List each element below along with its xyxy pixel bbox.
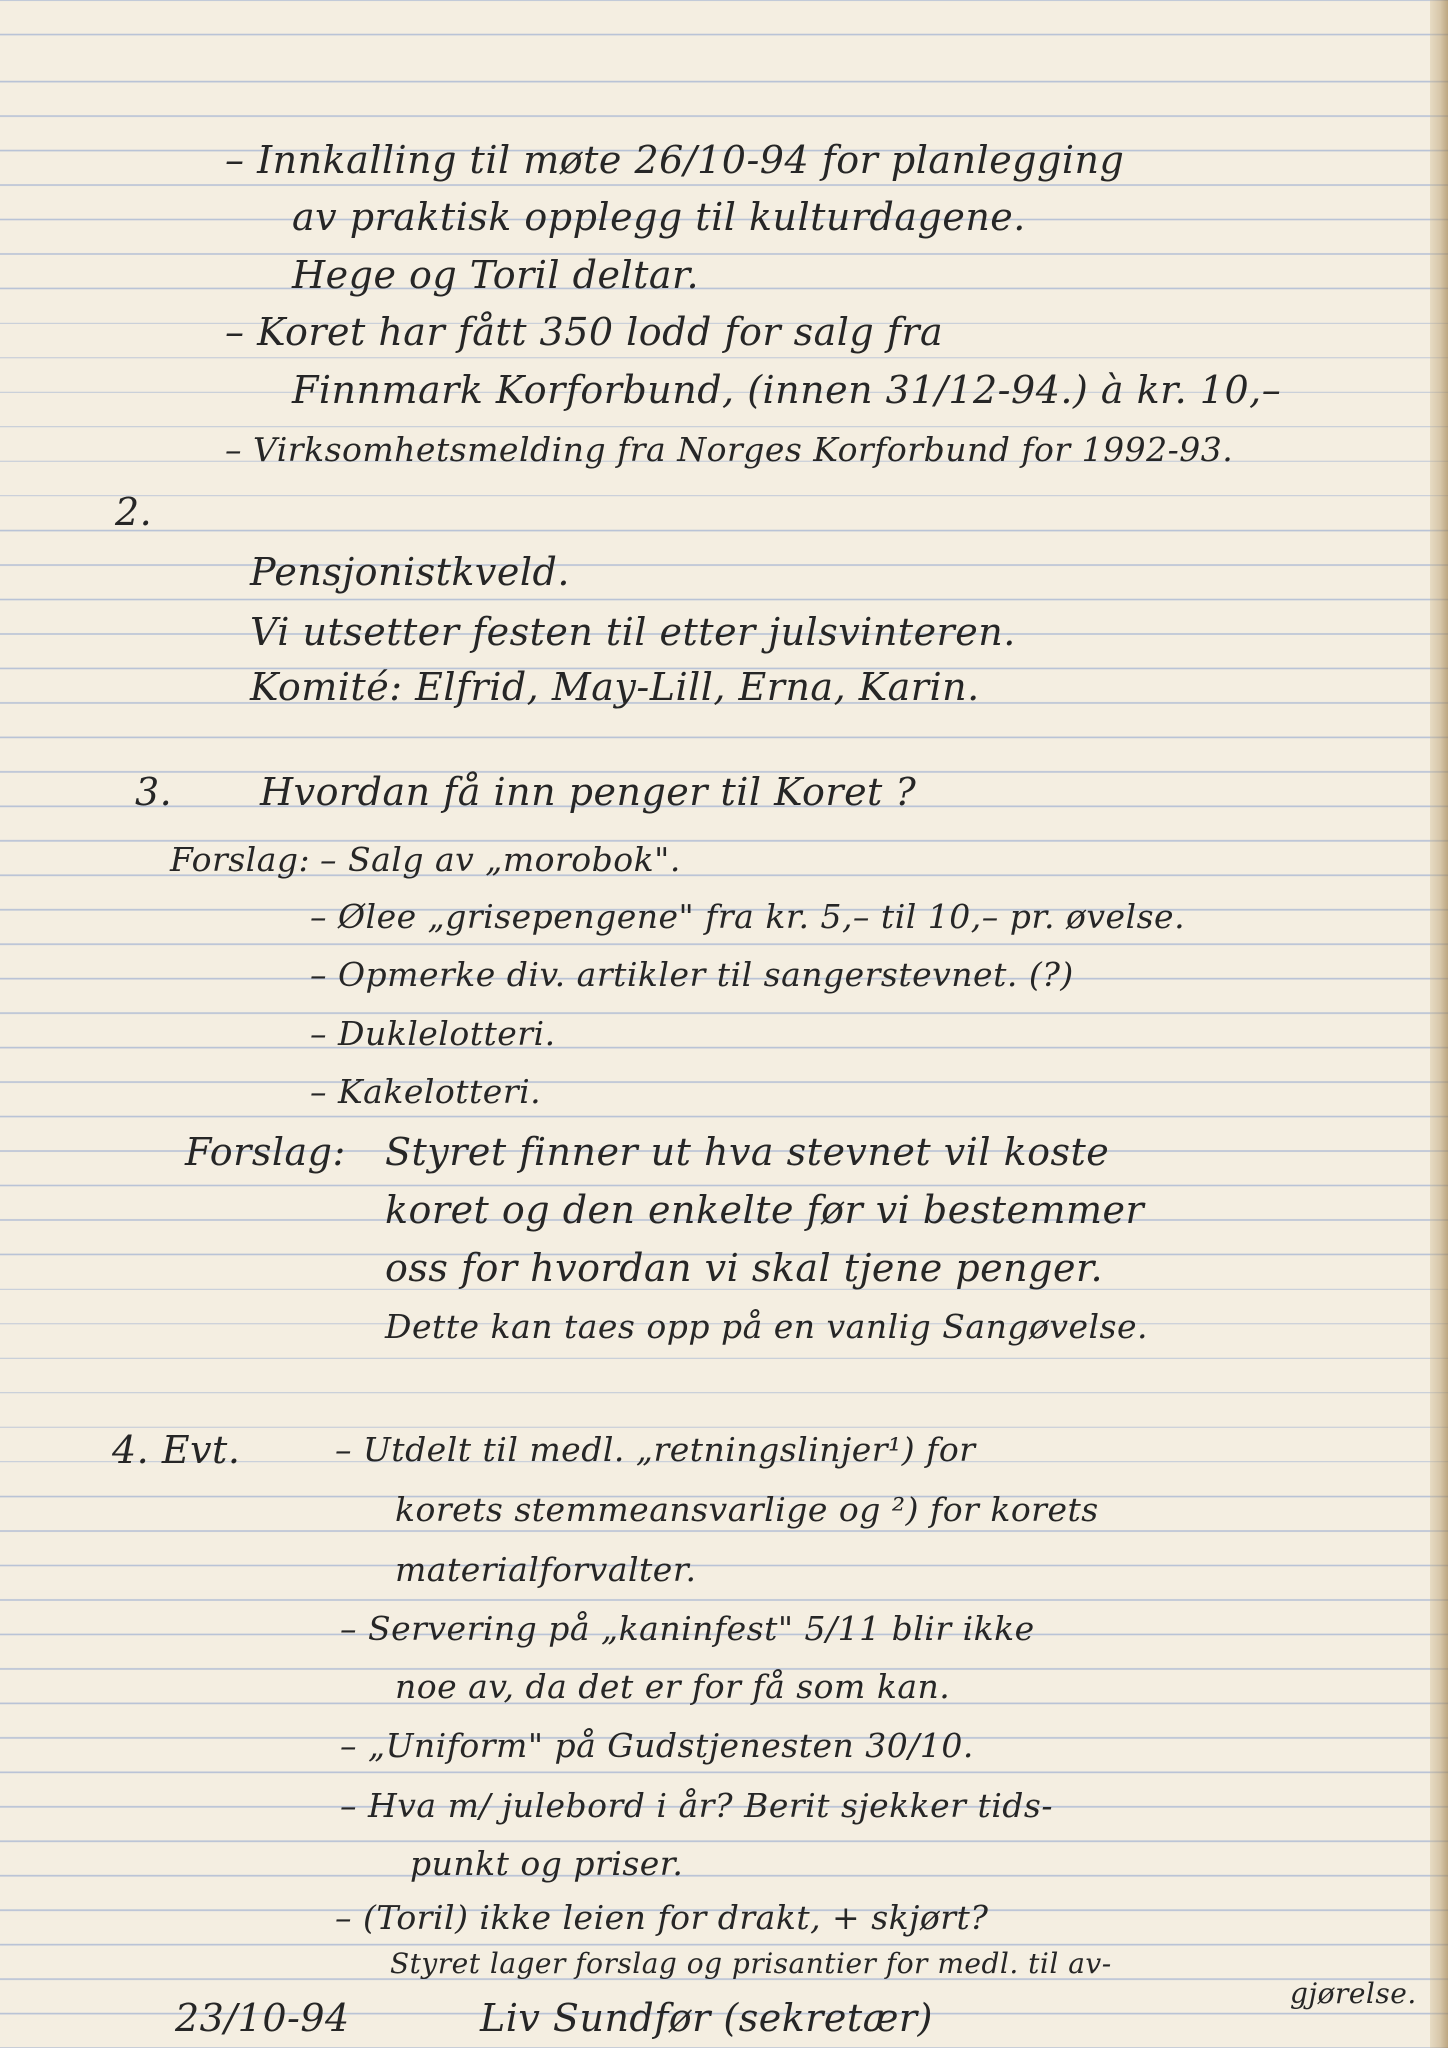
item4-line5: noe av, da det er for få som kan. [395,1667,951,1706]
item2-number: 2. [115,490,153,534]
item3-proposal-1: – Salg av „morobok". [320,840,681,879]
item4-line3: materialforvalter. [395,1550,697,1589]
page-edge [1430,0,1448,2048]
item2-title: Pensjonistkveld. [250,550,570,594]
item1-line6: – Virksomhetsmelding fra Norges Korforbund for 1992-93. [225,430,1234,469]
item2-line2: Komité: Elfrid, May-Lill, Erna, Karin. [250,665,980,709]
item4-line7: – Hva m/ julebord i år? Berit sjekker tids- [340,1786,1053,1825]
item4-line9: – (Toril) ikke leien for drakt, + skjørt? [335,1898,989,1937]
item3-forslag-label: Forslag: [185,1130,346,1174]
item2-line1: Vi utsetter festen til etter julsvinteren. [250,610,1016,654]
item4-line2: korets stemmeansvarlige og ²) for korets [395,1490,1099,1529]
item4-line6: – „Uniform" på Gudstjenesten 30/10. [340,1726,974,1765]
item1-line3: Hege og Toril deltar. [292,253,700,297]
item3-proposal-4: – Duklelotteri. [310,1014,556,1053]
item4-line8: punkt og priser. [410,1844,684,1883]
item3-forslag-line2: koret og den enkelte før vi bestemmer [385,1188,1145,1232]
item3-title: Hvordan få inn penger til Koret ? [260,770,917,814]
signature-name: Liv Sundfør (sekretær) [480,1996,933,2040]
item3-proposal-label: Forslag: [170,840,311,879]
item3-forslag-line4: Dette kan taes opp på en vanlig Sangøvelse. [385,1307,1149,1346]
item1-line1: – Innkalling til møte 26/10-94 for planlegging [225,138,1125,182]
item4-line4: – Servering på „kaninfest" 5/11 blir ikke [340,1609,1035,1648]
item3-proposal-5: – Kakelotteri. [310,1072,542,1111]
item4-line11: gjørelse. [1290,1977,1417,2010]
signature-date: 23/10-94 [175,1996,350,2040]
item1-line5: Finnmark Korforbund, (innen 31/12-94.) à kr. 10,– [292,368,1282,412]
item4-number: 4. Evt. [112,1428,241,1472]
item1-line2: av praktisk opplegg til kulturdagene. [292,195,1026,239]
item3-forslag-line3: oss for hvordan vi skal tjene penger. [385,1246,1104,1290]
item3-proposal-3: – Opmerke div. artikler til sangerstevnet. (?) [310,955,1074,994]
item3-number: 3. [135,770,173,814]
item4-line1: – Utdelt til medl. „retningslinjer¹) for [335,1430,976,1469]
item3-proposal-2: – Ølee „grisepengene" fra kr. 5,– til 10,– pr. øvelse. [310,897,1186,936]
item4-line10: Styret lager forslag og prisantier for medl. til av- [390,1947,1112,1980]
item3-forslag-line1: Styret finner ut hva stevnet vil koste [385,1130,1110,1174]
item1-line4: – Koret har fått 350 lodd for salg fra [225,310,944,354]
